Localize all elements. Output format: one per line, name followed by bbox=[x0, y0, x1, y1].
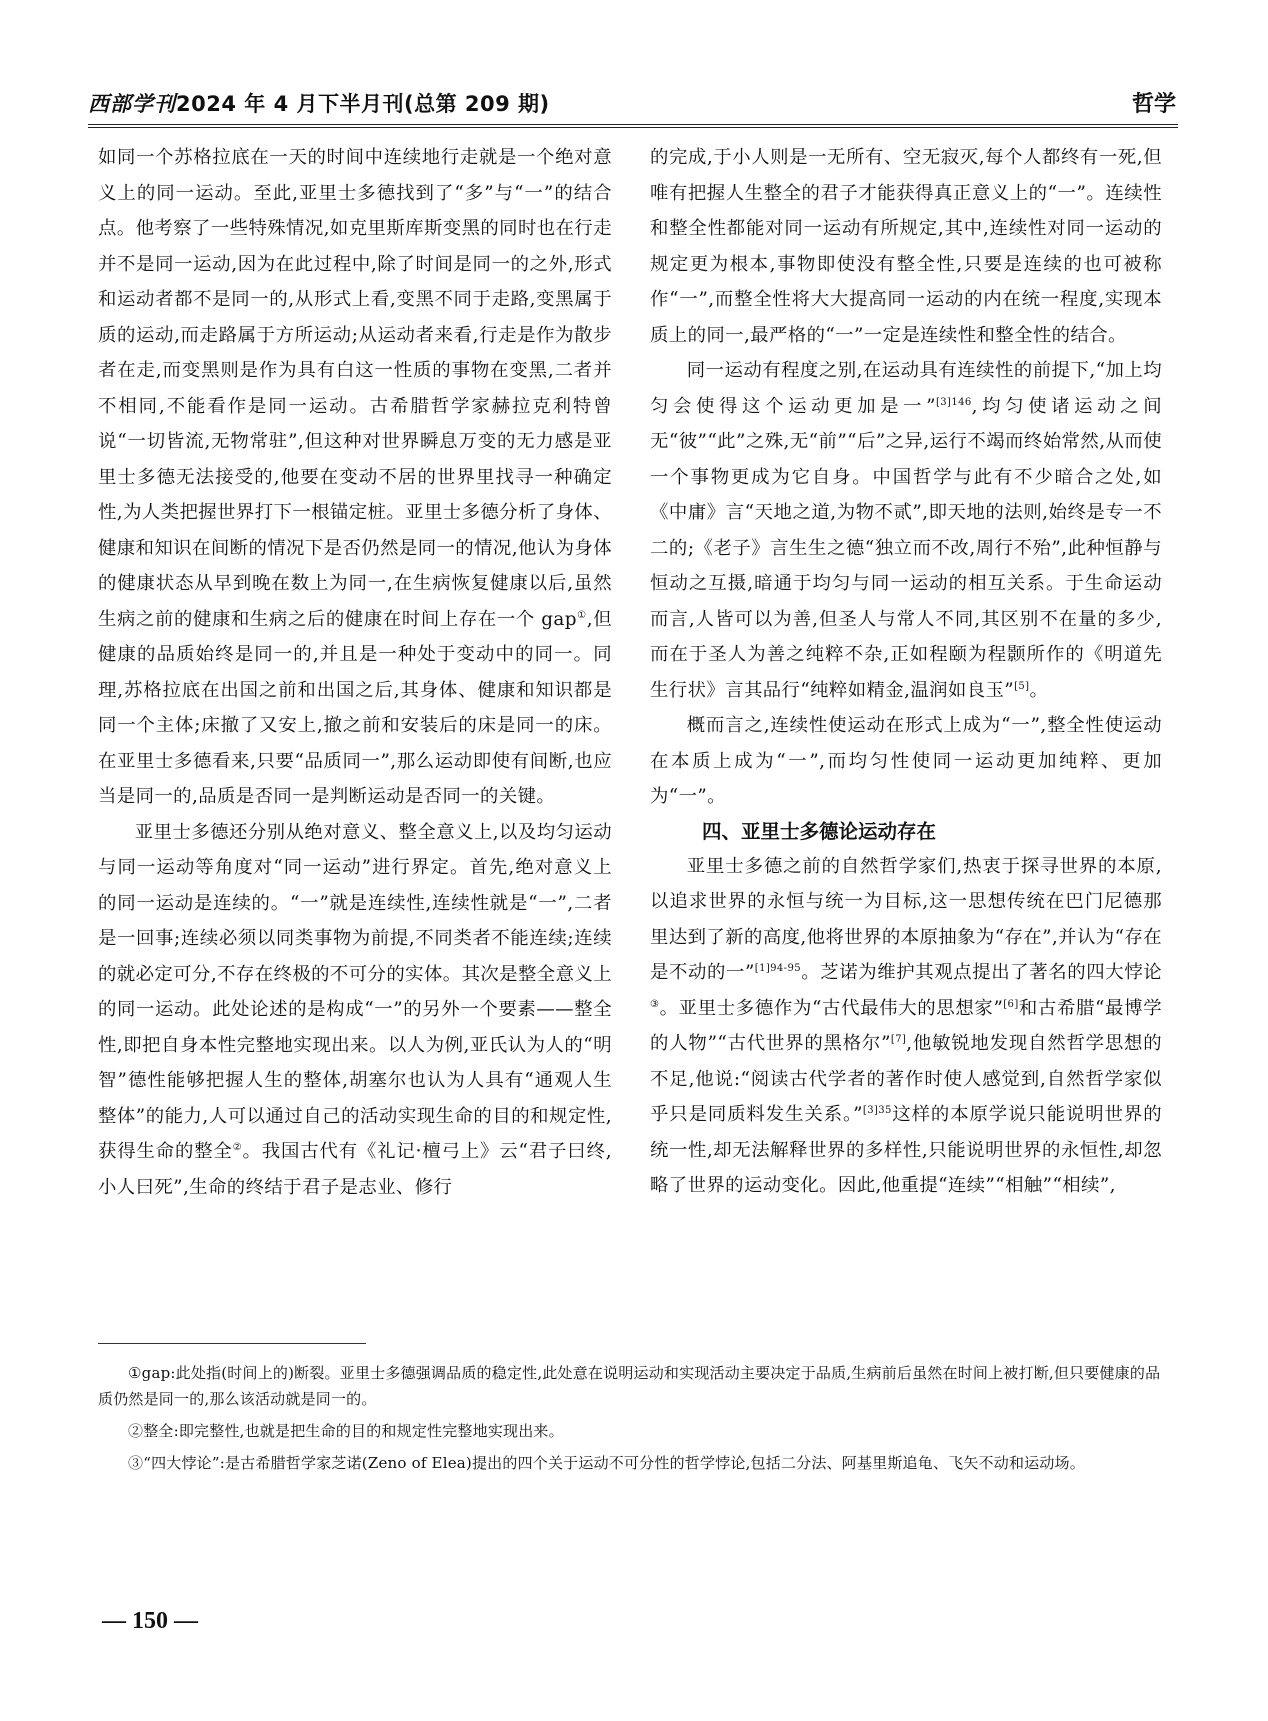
paragraph: 如同一个苏格拉底在一天的时间中连续地行走就是一个绝对意义上的同一运动。至此,亚里士多德找到了“多”与“一”的结合点。他考察了一些特殊情况,如克里斯库斯变黑的同时也在行走并不是同一运动,因为在此过程中,除了时间是同一的之外,形式和运动者都不是同一的,从形式上看,变黑不同于走路,变黑属于质的运动,而走路属于方所运动;从运动者来看,行走是作为散步者在走,而变黑则是作为具有白这一性质的事物在变黑,二者并不相同,不能看作是同一运动。古希腊哲学家赫拉克利特曾说“一切皆流,无物常驻”,但这种对世界瞬息万变的无力感是亚里士多德无法接受的,他要在变动不居的世界里找寻一种确定性,为人类把握世界打下一根锚定桩。亚里士多德分析了身体、健康和知识在间断的情况下是否仍然是同一的情况,他认为身体的健康状态从早到晚在数上为同一,在生病恢复健康以后,虽然生病之前的健康和生病之后的健康在时间上存在一个 gap①,但健康的品质始终是同一的,并且是一种处于变动中的同一。同理,苏格拉底在出国之前和出国之后,其身体、健康和知识都是同一个主体;床撤了又安上,撤之前和安装后的床是同一的床。在亚里士多德看来,只要“品质同一”,那么运动即使有间断,也应当是同一的,品质是否同一是判断运动是否同一的关键。 bbox=[98, 147, 613, 807]
footnotes bbox=[98, 1360, 1164, 1482]
journal-title bbox=[88, 88, 550, 118]
paragraph: 概而言之,连续性使运动在形式上成为“一”,整全性使运动在本质上成为“一”,而均匀性使同一运动更加纯粹、更加为“一”。 bbox=[650, 715, 1162, 807]
footnote-mark: ③ bbox=[650, 998, 660, 1010]
footnote-mark: ② bbox=[232, 1141, 243, 1153]
issue-info: 2024 年 4 月下半月刊(总第 209 期) bbox=[176, 92, 550, 116]
citation: [6] bbox=[1003, 998, 1019, 1010]
paragraph: 亚里士多德还分别从绝对意义、整全意义上,以及均匀运动与同一运动等角度对“同一运动”进行界定。首先,绝对意义上的同一运动是连续的。“一”就是连续性,连续性就是“一”,二者是一回事;连续必须以同类事物为前提,不同类者不能连续;连续的就必定可分,不存在终极的不可分的实体。其次是整全意义上的同一运动。此处论述的是构成“一”的另外一个要素——整全性,即把自身本性完整地实现出来。以人为例,亚氏认为人的“明智”德性能够把握人生的整体,胡塞尔也认为人具有“通观人生整体”的能力,人可以通过自己的活动实现生命的目的和规定性,获得生命的整全②。我国古代有《礼记·檀弓上》云“君子曰终,小人曰死”,生命的终结于君子是志业、修行 bbox=[98, 821, 612, 1198]
section-heading: 四、亚里士多德论运动存在 bbox=[702, 819, 937, 843]
footnote: ③“四大悖论”:是古希腊哲学家芝诺(Zeno of Elea)提出的四个关于运动不可分性的哲学悖论,包括二分法、阿基里斯追龟、飞矢不动和运动场。 bbox=[128, 1454, 1085, 1472]
footnote: ②整全:即完整性,也就是把生命的目的和规定性完整地实现出来。 bbox=[128, 1422, 564, 1440]
running-header bbox=[88, 84, 1178, 128]
citation: [5] bbox=[1014, 680, 1030, 692]
right-column bbox=[650, 140, 1162, 1204]
citation: [1]94-95 bbox=[754, 962, 801, 974]
citation: [7] bbox=[890, 1033, 907, 1045]
citation: [3]146 bbox=[935, 396, 972, 408]
left-column bbox=[98, 140, 612, 1205]
footnote-mark: ① bbox=[576, 609, 587, 621]
journal-logo: 西部学刊 bbox=[88, 91, 176, 116]
citation: [3]35 bbox=[862, 1104, 892, 1116]
footnote: ①gap:此处指(时间上的)断裂。亚里士多德强调品质的稳定性,此处意在说明运动和实现活动主要决定于品质,生病前后虽然在时间上被打断,但只要健康的品质仍然是同一的,那么该活动就是同一的。 bbox=[98, 1364, 1161, 1408]
paragraph: 的完成,于小人则是一无所有、空无寂灭,每个人都终有一死,但唯有把握人生整全的君子才能获得真正意义上的“一”。连续性和整全性都能对同一运动有所规定,其中,连续性对同一运动的规定更为根本,事物即使没有整全性,只要是连续的也可被称作“一”,而整全性将大大提高同一运动的内在统一程度,实现本质上的同一,最严格的“一”一定是连续性和整全性的结合。 bbox=[650, 147, 1162, 346]
paragraph: 亚里士多德之前的自然哲学家们,热衷于探寻世界的本原,以追求世界的永恒与统一为目标,这一思想传统在巴门尼德那里达到了新的高度,他将世界的本原抽象为“存在”,并认为“存在是不动的一”$^{[1]94-95}$。芝诺为维护其观点提出了著名的四大悖论③。亚里士多德作为“古代最伟大的思想家”[6]和古希腊“最博学的人物”“古代世界的黑格尔”[7],他敏锐地发现自然哲学思想的不足,他说:“阅读古代学者的著作时使人感觉到,自然哲学家似乎只是同质料发生关系。”$^{[3]35}$这样的本原学说只能说明世界的统一性,却无法解释世界的多样性,只能说明世界的永恒性,却忽略了世界的运动变化。因此,他重提“连续”“相触”“相续”, bbox=[650, 855, 1162, 1196]
section-label: 哲学 bbox=[1131, 92, 1176, 117]
footnote-divider bbox=[98, 1343, 366, 1344]
page-number: — 150 — bbox=[102, 1608, 198, 1634]
paragraph: 同一运动有程度之别,在运动具有连续性的前提下,“加上均匀会使得这个运动更加是一”$^{[3]146}$,均匀使诸运动之间无“彼”“此”之殊,无“前”“后”之异,运行不竭而终始常然,从而使一个事物更成为它自身。中国哲学与此有不少暗合之处,如《中庸》言“天地之道,为物不贰”,即天地的法则,始终是专一不二的;《老子》言生生之德“独立而不改,周行不殆”,此种恒静与恒动之互摄,暗通于均匀与同一运动的相互关系。于生命运动而言,人皆可以为善,但圣人与常人不同,其区别不在量的多少,而在于圣人为善之纯粹不杂,正如程颐为程颢所作的《明道先生行状》言其品行“纯粹如精金,温润如良玉”[5]。 bbox=[650, 360, 1162, 701]
